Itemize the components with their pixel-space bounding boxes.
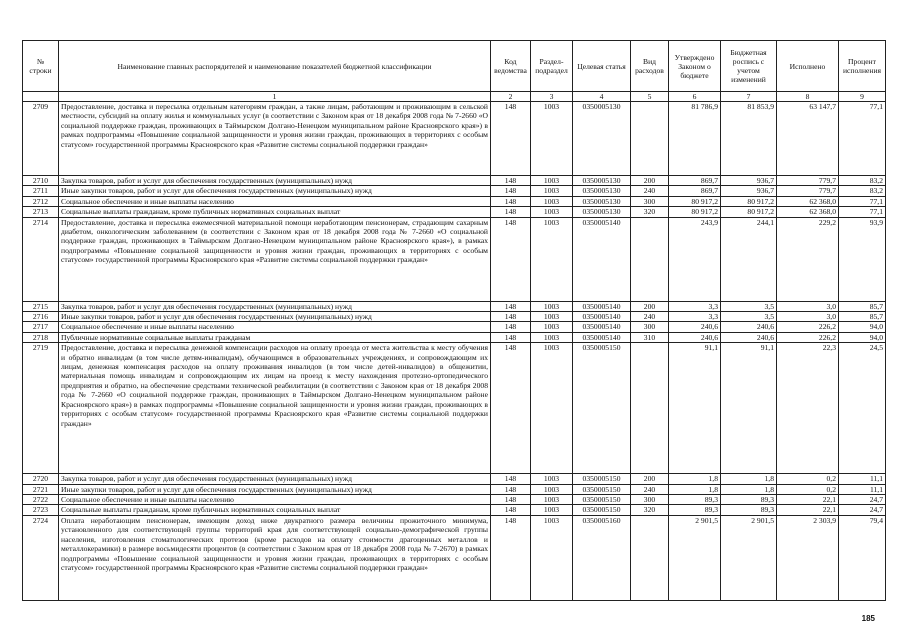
approved-amount: 89,3 <box>669 505 721 515</box>
execution-percent: 77,1 <box>839 196 886 206</box>
execution-percent: 11,1 <box>839 484 886 494</box>
department-code: 148 <box>491 495 531 505</box>
budget-schedule-amount: 244,1 <box>721 217 777 301</box>
expense-type: 300 <box>631 322 669 332</box>
expense-type: 200 <box>631 474 669 484</box>
row-name: Закупка товаров, работ и услуг для обеспечения государственных (муниципальных) нужд <box>59 474 491 484</box>
header-target-item: Целевая статья <box>573 41 631 92</box>
column-index: 1 <box>59 92 491 102</box>
execution-percent: 24,5 <box>839 343 886 474</box>
executed-amount: 226,2 <box>777 332 839 342</box>
budget-schedule-amount: 89,3 <box>721 505 777 515</box>
budget-schedule-amount: 936,7 <box>721 176 777 186</box>
target-item: 0350005140 <box>573 217 631 301</box>
header-budget-schedule: Бюджетная роспись с учетом изменений <box>721 41 777 92</box>
execution-percent: 77,1 <box>839 102 886 176</box>
section-code: 1003 <box>531 102 573 176</box>
column-index: 5 <box>631 92 669 102</box>
execution-percent: 11,1 <box>839 474 886 484</box>
approved-amount: 81 786,9 <box>669 102 721 176</box>
department-code: 148 <box>491 176 531 186</box>
column-index: 4 <box>573 92 631 102</box>
column-index <box>23 92 59 102</box>
table-row <box>23 312 886 322</box>
row-name: Социальное обеспечение и иные выплаты населению <box>59 196 491 206</box>
executed-amount: 63 147,7 <box>777 102 839 176</box>
row-name: Социальные выплаты гражданам, кроме публичных нормативных социальных выплат <box>59 505 491 515</box>
executed-amount: 229,2 <box>777 217 839 301</box>
column-index: 3 <box>531 92 573 102</box>
department-code: 148 <box>491 207 531 217</box>
expense-type: 200 <box>631 301 669 311</box>
expense-type: 320 <box>631 505 669 515</box>
expense-type <box>631 515 669 600</box>
executed-amount: 62 368,0 <box>777 196 839 206</box>
row-name: Публичные нормативные социальные выплаты гражданам <box>59 332 491 342</box>
budget-schedule-amount: 3,5 <box>721 301 777 311</box>
budget-schedule-amount: 1,8 <box>721 474 777 484</box>
header-executed: Исполнено <box>777 41 839 92</box>
executed-amount: 22,1 <box>777 495 839 505</box>
table-row <box>23 474 886 484</box>
department-code: 148 <box>491 505 531 515</box>
row-number: 2723 <box>23 505 59 515</box>
table-row <box>23 207 886 217</box>
row-name: Иные закупки товаров, работ и услуг для обеспечения государственных (муниципальных) нужд <box>59 186 491 196</box>
column-index: 8 <box>777 92 839 102</box>
section-code: 1003 <box>531 474 573 484</box>
column-index: 6 <box>669 92 721 102</box>
execution-percent: 83,2 <box>839 186 886 196</box>
department-code: 148 <box>491 474 531 484</box>
table-row <box>23 196 886 206</box>
budget-schedule-amount: 80 917,2 <box>721 207 777 217</box>
row-number: 2724 <box>23 515 59 600</box>
budget-schedule-amount: 89,3 <box>721 495 777 505</box>
header-department-code: Код ведомства <box>491 41 531 92</box>
budget-schedule-amount: 91,1 <box>721 343 777 474</box>
expense-type <box>631 217 669 301</box>
department-code: 148 <box>491 217 531 301</box>
table-row <box>23 322 886 332</box>
budget-schedule-amount: 240,6 <box>721 332 777 342</box>
row-number: 2711 <box>23 186 59 196</box>
header-name: Наименование главных распорядителей и наименование показателей бюджетной классификации <box>59 41 491 92</box>
approved-amount: 1,8 <box>669 474 721 484</box>
expense-type <box>631 343 669 474</box>
budget-schedule-amount: 240,6 <box>721 322 777 332</box>
table-row <box>23 186 886 196</box>
executed-amount: 3,0 <box>777 312 839 322</box>
page-number: 185 <box>861 614 875 623</box>
row-name: Предоставление, доставка и пересылка отдельным категориям граждан, а также лицам, работающим и проживающим в сельской местности, субсидий на оплату жилья и коммунальных услуг (в соответствии с Законом края от 18 декабря 2008 года № 7-2660 «О социальной поддержке граждан, проживающих в Таймырском Долгано-Ненецком муниципальном районе Красноярского края») в рамках подпрограммы «Повышение социальной защищенности и уровня жизни граждан, проживающих в территориях с особым статусом» государственной программы Красноярского края «Развитие системы социальной поддержки граждан» <box>59 102 491 176</box>
header-section: Раздел-подраздел <box>531 41 573 92</box>
approved-amount: 3,3 <box>669 301 721 311</box>
execution-percent: 83,2 <box>839 176 886 186</box>
table-row <box>23 217 886 301</box>
target-item: 0350005150 <box>573 495 631 505</box>
target-item: 0350005130 <box>573 102 631 176</box>
department-code: 148 <box>491 484 531 494</box>
row-number: 2713 <box>23 207 59 217</box>
row-name: Социальное обеспечение и иные выплаты населению <box>59 322 491 332</box>
section-code: 1003 <box>531 312 573 322</box>
section-code: 1003 <box>531 301 573 311</box>
approved-amount: 89,3 <box>669 495 721 505</box>
executed-amount: 22,1 <box>777 505 839 515</box>
department-code: 148 <box>491 301 531 311</box>
section-code: 1003 <box>531 196 573 206</box>
target-item: 0350005160 <box>573 515 631 600</box>
expense-type: 240 <box>631 312 669 322</box>
expense-type: 320 <box>631 207 669 217</box>
target-item: 0350005150 <box>573 343 631 474</box>
budget-schedule-amount: 3,5 <box>721 312 777 322</box>
row-number: 2709 <box>23 102 59 176</box>
column-index: 2 <box>491 92 531 102</box>
column-index: 7 <box>721 92 777 102</box>
execution-percent: 94,0 <box>839 332 886 342</box>
section-code: 1003 <box>531 515 573 600</box>
table-row <box>23 332 886 342</box>
executed-amount: 62 368,0 <box>777 207 839 217</box>
execution-percent: 93,9 <box>839 217 886 301</box>
table-row <box>23 102 886 176</box>
section-code: 1003 <box>531 207 573 217</box>
approved-amount: 80 917,2 <box>669 207 721 217</box>
approved-amount: 869,7 <box>669 186 721 196</box>
approved-amount: 1,8 <box>669 484 721 494</box>
header-percent: Процент исполнения <box>839 41 886 92</box>
section-code: 1003 <box>531 495 573 505</box>
row-number: 2718 <box>23 332 59 342</box>
target-item: 0350005150 <box>573 484 631 494</box>
table-row <box>23 495 886 505</box>
row-number: 2712 <box>23 196 59 206</box>
executed-amount: 2 303,9 <box>777 515 839 600</box>
department-code: 148 <box>491 186 531 196</box>
section-code: 1003 <box>531 343 573 474</box>
target-item: 0350005150 <box>573 505 631 515</box>
execution-percent: 85,7 <box>839 312 886 322</box>
executed-amount: 22,3 <box>777 343 839 474</box>
expense-type: 300 <box>631 196 669 206</box>
execution-percent: 77,1 <box>839 207 886 217</box>
expense-type: 200 <box>631 176 669 186</box>
header-expense-type: Вид расходов <box>631 41 669 92</box>
budget-schedule-amount: 80 917,2 <box>721 196 777 206</box>
approved-amount: 243,9 <box>669 217 721 301</box>
row-number: 2720 <box>23 474 59 484</box>
table-header-row <box>23 41 886 92</box>
target-item: 0350005140 <box>573 301 631 311</box>
row-name: Закупка товаров, работ и услуг для обеспечения государственных (муниципальных) нужд <box>59 301 491 311</box>
table-row <box>23 505 886 515</box>
header-row-number: № строки <box>23 41 59 92</box>
section-code: 1003 <box>531 484 573 494</box>
department-code: 148 <box>491 322 531 332</box>
row-number: 2717 <box>23 322 59 332</box>
target-item: 0350005130 <box>573 176 631 186</box>
department-code: 148 <box>491 343 531 474</box>
executed-amount: 3,0 <box>777 301 839 311</box>
expense-type: 240 <box>631 186 669 196</box>
target-item: 0350005140 <box>573 322 631 332</box>
approved-amount: 2 901,5 <box>669 515 721 600</box>
budget-schedule-amount: 81 853,9 <box>721 102 777 176</box>
table-row <box>23 484 886 494</box>
target-item: 0350005130 <box>573 207 631 217</box>
execution-percent: 24,7 <box>839 495 886 505</box>
row-name: Предоставление, доставка и пересылка денежной компенсации расходов на оплату проезда от места жительства к месту обучения и обратно инвалидам (в том числе детям-инвалидам), обучающимся в образовательных учреждениях, и сопровождающим их лицам, денежная компенсация расходов на оплату проживания инвалидов (в том числе детей-инвалидов) в общежитии, материальная помощь инвалидам и сопровождающим их лицам на проезд к месту нахождения протезно-ортопедического предприятия и обратно, на обеспечение средствами технической реабилитации (в соответствии с Законом края от 18 декабря 2008 года № 7-2660 «О социальной поддержке граждан, проживающих в Таймырском Долгано-Ненецком муниципальном районе Красноярского края») в рамках подпрограммы «Повышение социальной защищенности и уровня жизни граждан, проживающих в территориях с особым статусом» государственной программы Красноярского края «Развитие системы социальной поддержки граждан» <box>59 343 491 474</box>
row-name: Иные закупки товаров, работ и услуг для обеспечения государственных (муниципальных) нужд <box>59 312 491 322</box>
target-item: 0350005130 <box>573 196 631 206</box>
row-name: Социальное обеспечение и иные выплаты населению <box>59 495 491 505</box>
expense-type: 300 <box>631 495 669 505</box>
row-name: Закупка товаров, работ и услуг для обеспечения государственных (муниципальных) нужд <box>59 176 491 186</box>
execution-percent: 24,7 <box>839 505 886 515</box>
department-code: 148 <box>491 332 531 342</box>
budget-schedule-amount: 2 901,5 <box>721 515 777 600</box>
section-code: 1003 <box>531 176 573 186</box>
executed-amount: 0,2 <box>777 474 839 484</box>
approved-amount: 91,1 <box>669 343 721 474</box>
table-row <box>23 515 886 600</box>
executed-amount: 779,7 <box>777 176 839 186</box>
column-index-row <box>23 92 886 102</box>
department-code: 148 <box>491 515 531 600</box>
row-name: Оплата неработающим пенсионерам, имеющим доход ниже двукратного размера величины прожиточного минимума, установленного для соответствующей группы территорий края для соответствующей социально-демографической группы населения, изготовления стоматологических протезов (кроме расходов на оплату стоимости драгоценных металлов и металлокерамики) в размере восьмидесяти процентов (в соответствии с Законом края от 18 декабря 2008 года № 7-2670) в рамках подпрограммы «Повышение социальной защищенности и уровня жизни граждан, проживающих в территориях с особым статусом» государственной программы Красноярского края «Развитие системы социальной поддержки граждан» <box>59 515 491 600</box>
row-number: 2722 <box>23 495 59 505</box>
row-number: 2714 <box>23 217 59 301</box>
row-number: 2719 <box>23 343 59 474</box>
header-approved: Утверждено Законом о бюджете <box>669 41 721 92</box>
executed-amount: 226,2 <box>777 322 839 332</box>
department-code: 148 <box>491 312 531 322</box>
execution-percent: 79,4 <box>839 515 886 600</box>
section-code: 1003 <box>531 332 573 342</box>
expense-type: 310 <box>631 332 669 342</box>
target-item: 0350005140 <box>573 312 631 322</box>
approved-amount: 80 917,2 <box>669 196 721 206</box>
approved-amount: 240,6 <box>669 332 721 342</box>
table-row <box>23 343 886 474</box>
executed-amount: 0,2 <box>777 484 839 494</box>
target-item: 0350005150 <box>573 474 631 484</box>
row-name: Предоставление, доставка и пересылка ежемесячной материальной помощи неработающим пенсионерам, страдающим сахарным диабетом, онкологическим заболеванием (в соответствии с Законом края от 18 декабря 2008 года № 7-2660 «О социальной поддержке граждан, проживающих в Таймырском Долгано-Ненецком муниципальном районе Красноярского края»), в рамках подпрограммы «Повышение социальной защищенности и уровня жизни граждан, проживающих в территориях с особым статусом» государственной программы Красноярского края «Развитие системы социальной поддержки граждан» <box>59 217 491 301</box>
row-number: 2710 <box>23 176 59 186</box>
table-row <box>23 301 886 311</box>
column-index: 9 <box>839 92 886 102</box>
approved-amount: 869,7 <box>669 176 721 186</box>
executed-amount: 779,7 <box>777 186 839 196</box>
row-name: Социальные выплаты гражданам, кроме публичных нормативных социальных выплат <box>59 207 491 217</box>
target-item: 0350005130 <box>573 186 631 196</box>
approved-amount: 3,3 <box>669 312 721 322</box>
section-code: 1003 <box>531 217 573 301</box>
execution-percent: 94,0 <box>839 322 886 332</box>
budget-schedule-amount: 1,8 <box>721 484 777 494</box>
department-code: 148 <box>491 196 531 206</box>
table-row <box>23 176 886 186</box>
budget-schedule-amount: 936,7 <box>721 186 777 196</box>
section-code: 1003 <box>531 505 573 515</box>
row-number: 2716 <box>23 312 59 322</box>
execution-percent: 85,7 <box>839 301 886 311</box>
row-number: 2721 <box>23 484 59 494</box>
section-code: 1003 <box>531 322 573 332</box>
expense-type: 240 <box>631 484 669 494</box>
budget-execution-table <box>22 40 886 601</box>
target-item: 0350005140 <box>573 332 631 342</box>
row-number: 2715 <box>23 301 59 311</box>
section-code: 1003 <box>531 186 573 196</box>
expense-type <box>631 102 669 176</box>
department-code: 148 <box>491 102 531 176</box>
approved-amount: 240,6 <box>669 322 721 332</box>
row-name: Иные закупки товаров, работ и услуг для обеспечения государственных (муниципальных) нужд <box>59 484 491 494</box>
